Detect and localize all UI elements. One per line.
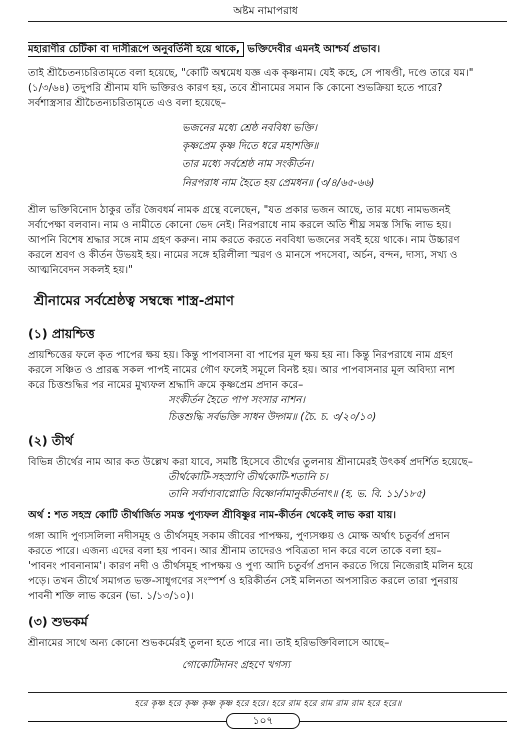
para2-line-5: আত্মনিবেদন সকলই হয়।" [28,265,133,276]
s2-line2-4: পড়ে। তখন তীর্থে সমাগত ভক্ত-সাধুগণের সংস্পর্শ ও হরিকীর্তন সেই মলিনতা অপসারিত করলে তারা পুনরায় [28,576,459,587]
s1-line-3: করে চিত্তশুদ্ধির পর নামের মুখ্যফল শ্রদ্ধাদি ক্রমে কৃষ্ণপ্রেম প্রদান করে– [28,380,304,391]
s1-line-1: প্রায়শ্চিত্তের ফলে কৃত পাপের ক্ষয় হয়। কিন্তু পাপবাসনা বা পাপের মূল ক্ষয় হয় না। কিন্তু নিরপরাধে নাম গ্রহণ [28,350,453,361]
intro-bold-rest: ভক্তিদেবীর এমনই আশ্চর্য প্রভাব। [243,44,381,55]
footer-mantra: হরে কৃষ্ণ হরে কৃষ্ণ কৃষ্ণ কৃষ্ণ হরে হরে। হরে রাম হরে রাম রাম রাম হরে হরে॥ [134,699,402,709]
s2-meaning: অর্থ : শত সহস্র কোটি তীর্থার্জিত সমস্ত পুণ্যফল শ্রীবিষ্ণুর নাম-কীর্তন থেকেই লাভ করা যায়। [28,510,397,521]
intro-line-2: তাই শ্রীচৈতন্যচরিতামৃতে বলা হয়েছে, "কোটি অশ্বমেধ যজ্ঞ এক কৃষ্ণনাম। যেই কহে, সে পাষণ্ডী, দণ্ডে তারে যম।" [28,68,474,79]
para2-line-4: করলে শ্রবণ ও কীর্তন উভয়ই হয়। নামের সঙ্গে হরিলীলা স্মরণ ও মানসে পদসেবা, অর্চন, বন্দন, দাস্য, সখ্য ও [28,250,458,261]
s2-verse-2: তানি সর্বাণ্যবাপ্নোতি বিষ্ণোর্নামানুকীর্তনাৎ॥ (হ. ভ. বি. ১১/১৮৫) [168,489,427,500]
s2-line2-1: গঙ্গা আদি পুণ্যসলিলা নদীসমূহ ও তীর্থসমূহ সকাম জীবের পাপক্ষয়, পুণ্যসঞ্চয় ও মোক্ষ অর্থাৎ চতুর্বর্গ প্রদান [28,531,450,542]
s2-verse-1: তীর্থকোটি-সহস্রাণি তীর্থকোটি-শতানি চ। [168,472,328,483]
page-number: ১০৭ [252,715,274,727]
para2-line-2: সর্বাপেক্ষা বলবান। নাম ও নামীতে কোনো ভেদ নেই। নিরপরাধে নাম করলে অতি শীঘ্র সমস্ত সিদ্ধি লাভ হয়। [28,220,452,231]
s1-heading: (১) প্রায়শ্চিত্ত [28,326,95,341]
s3-verse-1: গোকোটিদানং গ্রহণে খগস্য [182,660,290,671]
s1-line-2: করলে সঞ্চিত ও প্রারব্ধ সকল পাপই নামের গৌণ ফলেই সমূলে বিনষ্ট হয়। আর পাপবাসনার মূল অবিদ্যা নাশ [28,365,455,376]
s2-line2-3: 'পাবনং পাবনানাম'। কারণ নদী ও তীর্থসমূহ পাপক্ষয় ও পুণ্য আদি চতুর্বর্গ প্রদান করতে গিয়ে নিজেরাই মলিন হয়ে [28,561,474,572]
s2-line-1: বিভিন্ন তীর্থের নাম আর কত উল্লেখ করা যাবে, সমষ্টি হিসেবে তীর্থের তুলনায় শ্রীনামেরই উৎকর্ষ প্রদর্শিত হয়েছে– [28,457,473,468]
s1-verse-2: চিত্তশুদ্ধি সর্বভক্তি সাধন উদ্গম॥ (চৈ. চ. ৩/২০/১০) [168,412,377,423]
para2-line-3: আপনি বিশেষ শ্রদ্ধার সঙ্গে নাম গ্রহণ করুন। নাম করতে করতে নববিধা ভজনের সবই হয়ে থাকে। নাম উচ্চারণ [28,235,460,246]
s3-heading: (৩) শুভকর্ম [28,614,88,629]
intro-line-3: (১/৩/৬৪) তদুপরি শ্রীনাম যদি ভক্তিরও কারণ হয়, তবে শ্রীনামের সমান কি কোনো শুভক্রিয়া হতে পারে? [28,83,443,94]
header-rule [28,21,507,22]
s2-line2-2: করতে পারে। এজন্য এদের বলা হয় পাবন। আর শ্রীনাম তাদেরও পবিত্রতা দান করে বলে তাকে বলা হয়– [28,546,442,557]
page-number-badge [226,713,300,729]
s2-line2-5: পাবনী শক্তি লাভ করেন (ভা. ১/১৩/১০)। [28,591,194,602]
running-header: অষ্টম নামাপরাধ [233,5,298,17]
s2-heading: (২) তীর্থ [28,433,73,448]
verse1-line-1: ভজনের মধ্যে শ্রেষ্ঠ নববিধা ভক্তি। [182,123,318,134]
intro-line-1 [28,42,508,57]
verse1-line-3: তার মধ্যে সর্বশ্রেষ্ঠ নাম সংকীর্তন। [182,159,314,170]
section-heading: শ্রীনামের সর্বশ্রেষ্ঠত্ব সম্বন্ধে শাস্ত্র-প্রমাণ [34,293,234,309]
s3-line-1: শ্রীনামের সাথে অন্য কোনো শুভকর্মেরই তুলনা হতে পারে না। তাই হরিভক্তিবিলাসে আছে– [28,638,390,649]
footer-rule-top [28,692,507,693]
verse1-line-4: নিরপরাধ নাম হৈতে হয় প্রেমধন॥ (৩/৪/৬৫-৬৬) [182,178,375,189]
s1-verse-1: সংকীর্তন হৈতে পাপ সংসার নাশন। [168,395,306,406]
boxed-phrase: মহারাণীর চেটিকা বা দাসীরূপে অনুবর্তিনী হয়ে থাকে, [28,42,244,57]
intro-line-4: সর্বশাস্ত্রসার শ্রীচৈতন্যচরিতামৃতে এও বলা হয়েছে– [28,98,226,109]
verse1-line-2: কৃষ্ণপ্রেম কৃষ্ণ দিতে ধরে মহাশক্তি॥ [182,141,319,152]
para2-line-1: শ্রীল ভক্তিবিনোদ ঠাকুর তাঁর জৈবধর্ম নামক গ্রন্থে বলেছেন, "যত প্রকার ভজন আছে, তার মধ্যে নামভজনই [28,205,451,216]
